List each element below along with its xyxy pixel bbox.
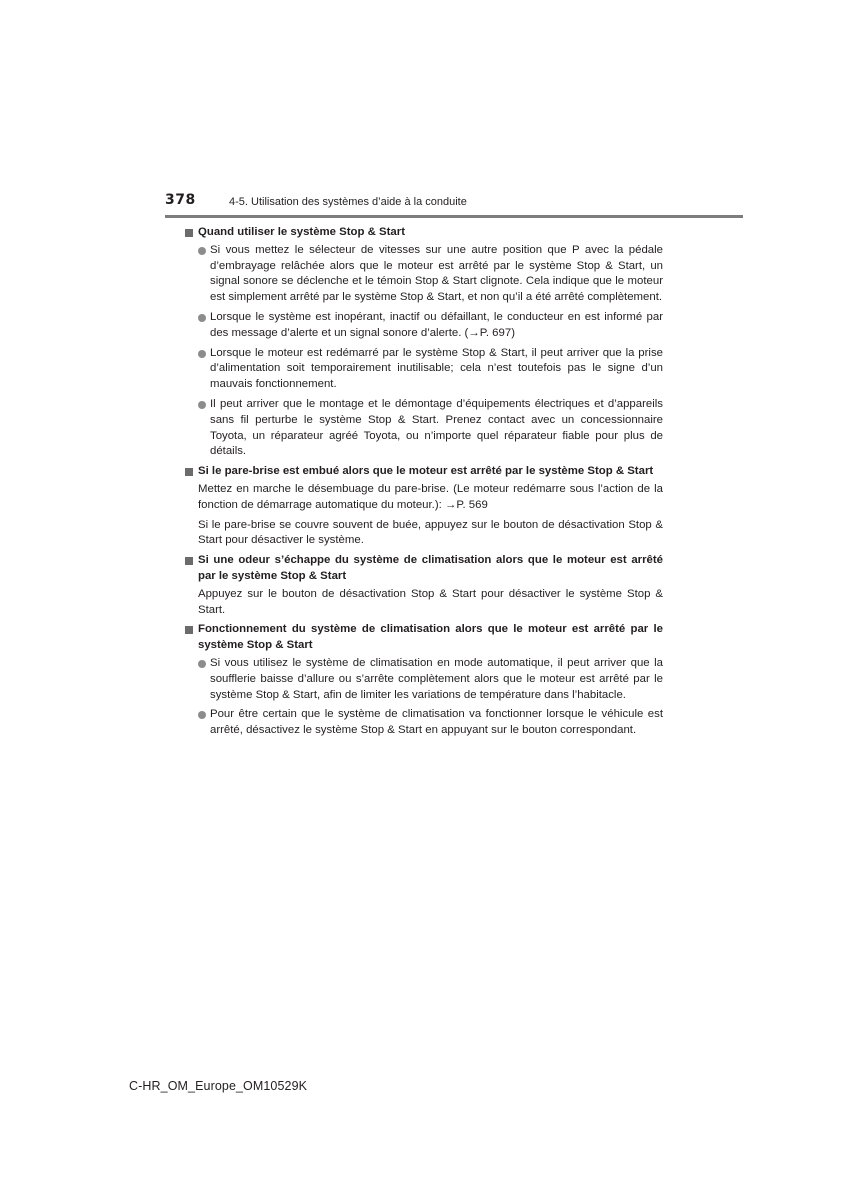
list-item-text: Pour être certain que le système de climatisation va fonctionner lorsque le véhicule est arrêté, désactivez le système Stop & Start en appuyant sur le bouton correspondant.	[210, 708, 663, 737]
section-quand-utiliser	[185, 225, 663, 460]
list-item-text: Si vous mettez le sélecteur de vitesses sur une autre position que P avec la pédale d’embrayage relâchée alors que le moteur est arrêté par le système Stop & Start, un signal sonore se déclenche et le témoin Stop & Start clignote. Cela indique que le moteur est simplement arrêté par le système Stop & Start, et non qu’il a été arrêté complètement.	[210, 243, 663, 304]
paragraph: Si le pare-brise se couvre souvent de buée, appuyez sur le bouton de désactivation Stop & Start pour désactiver le système.	[198, 518, 663, 547]
section-heading	[185, 553, 663, 585]
section-heading-text: Quand utiliser le système Stop & Start	[198, 226, 405, 238]
section-fonctionnement-climatisation	[185, 622, 663, 739]
section-heading	[185, 225, 663, 241]
section-odeur-climatisation	[185, 553, 663, 618]
section-title: 4-5. Utilisation des systèmes d’aide à la conduite	[229, 196, 467, 208]
list-item	[185, 243, 663, 306]
section-heading	[185, 622, 663, 654]
list-item-text: Lorsque le système est inopérant, inactif ou défaillant, le conducteur en est informé par des message d’alerte et un signal sonore d’alerte. (→P. 697)	[210, 310, 663, 339]
round-bullet-icon	[198, 314, 206, 322]
round-bullet-icon	[198, 247, 206, 255]
section-heading	[185, 464, 663, 480]
document-code: C-HR_OM_Europe_OM10529K	[129, 1079, 308, 1093]
section-heading-text: Fonctionnement du système de climatisation alors que le moteur est arrêté par le système Stop & Start	[198, 623, 663, 652]
page-header	[0, 190, 848, 220]
list-item	[185, 310, 663, 342]
square-bullet-icon	[185, 468, 193, 476]
square-bullet-icon	[185, 557, 193, 565]
section-pare-brise-embue	[185, 464, 663, 549]
square-bullet-icon	[185, 626, 193, 634]
round-bullet-icon	[198, 660, 206, 668]
list-item	[185, 397, 663, 460]
section-heading-text: Si le pare-brise est embué alors que le moteur est arrêté par le système Stop & Start	[198, 465, 654, 478]
header-rule	[165, 215, 743, 218]
section-heading-text: Si une odeur s’échappe du système de climatisation alors que le moteur est arrêté par le système Stop & Start	[198, 554, 663, 582]
list-item-text: Il peut arriver que le montage et le démontage d’équipements électriques et d’appareils sans fil perturbe le système Stop & Start. Prenez contact avec un concessionnaire Toyota, un réparateur agréé Toyota, ou n’importe quel réparateur fiable pour plus de détails.	[210, 397, 663, 458]
round-bullet-icon	[198, 350, 206, 358]
list-item-text: Si vous utilisez le système de climatisation en mode automatique, il peut arriver que la soufflerie baisse d’allure ou s’arrête complètement alors que le moteur est arrêté par le système Stop & Start, afin de limiter les variations de température dans l’habitacle.	[210, 656, 663, 701]
paragraph: Appuyez sur le bouton de désactivation Stop & Start pour désactiver le système Stop & Start.	[198, 587, 663, 616]
list-item	[185, 346, 663, 393]
list-item	[185, 656, 663, 703]
page-number: 378	[165, 192, 196, 208]
square-bullet-icon	[185, 229, 193, 237]
round-bullet-icon	[198, 711, 206, 719]
main-content	[185, 225, 663, 743]
list-item	[185, 707, 663, 739]
round-bullet-icon	[198, 401, 206, 409]
list-item-text: Lorsque le moteur est redémarré par le système Stop & Start, il peut arriver que la prise d’alimentation soit temporairement inutilisable; cela n’est toutefois pas le signe d’un mauvais fonctionnement.	[210, 346, 663, 391]
paragraph: Mettez en marche le désembuage du pare-brise. (Le moteur redémarre sous l’action de la fonction de démarrage automatique du moteur.): →P. 569	[198, 482, 663, 511]
